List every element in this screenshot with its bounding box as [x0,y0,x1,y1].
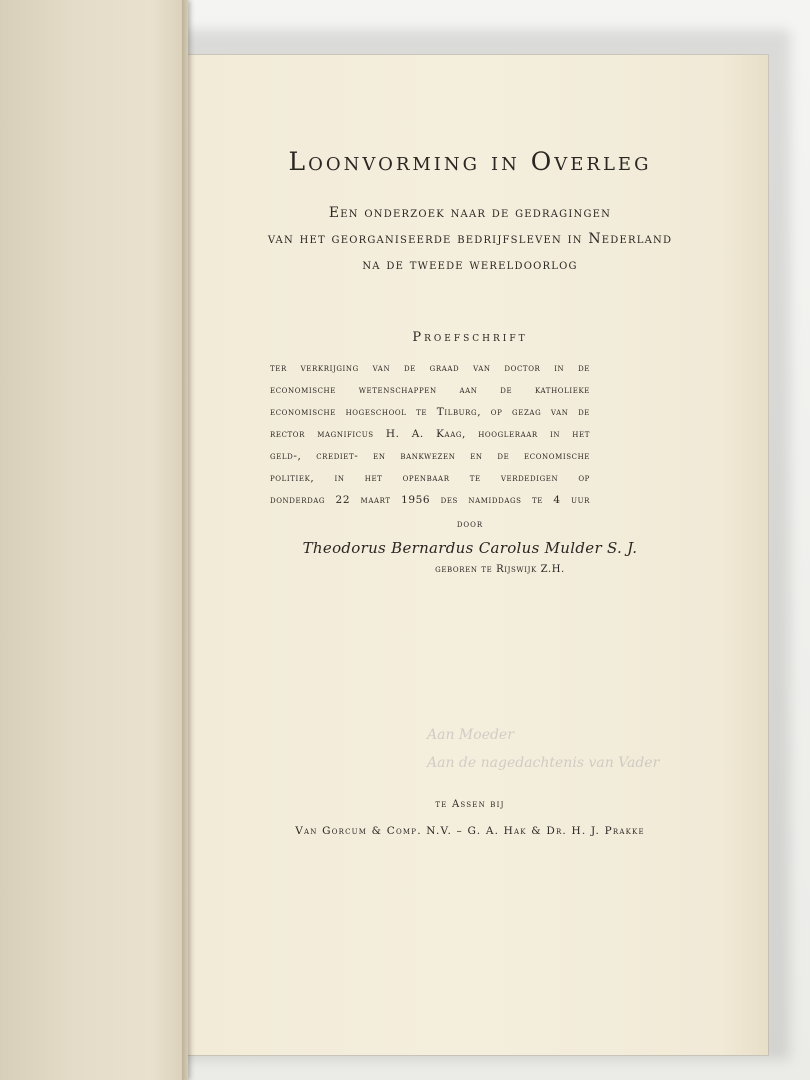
body-line-4: rector magnificus H. A. Kaag, hoogleraar in het [270,428,590,440]
subtitle-line-2: van het georganiseerde bedrijfsleven in Nederland [267,231,673,247]
birthplace: geboren te Rijswijk Z.H. [435,564,565,575]
dedication-line-2: Aan de nagedachtenis van Vader [427,755,660,771]
left-page [0,0,188,1080]
body-line-1: ter verkrijging van de graad van doctor in de [270,362,590,374]
left-page-edge [182,0,188,1080]
body-line-5: geld-, crediet- en bankwezen en de economische [270,450,590,462]
door-label: door [456,519,484,530]
title-page [172,55,768,1055]
publisher: Van Gorcum & Comp. N.V. – G. A. Hak & Dr. H. J. Prakke [295,825,645,837]
body-line-3: economische hogeschool te Tilburg, op gezag van de [270,406,590,418]
body-line-2: economische wetenschappen aan de katholieke [270,384,590,396]
publication-place: te Assen bij [435,799,505,810]
subtitle-line-1: Een onderzoek naar de gedragingen [328,205,612,221]
proefschrift-heading: Proefschrift [412,330,528,345]
author-name: Theodorus Bernardus Carolus Mulder S. J. [302,539,638,557]
dedication-line-1: Aan Moeder [427,727,514,743]
body-line-6: politiek, in het openbaar te verdedigen op [270,472,590,484]
book-title: Loonvorming in Overleg [288,147,652,176]
subtitle-line-3: na de tweede wereldoorlog [362,257,578,273]
body-line-7: donderdag 22 maart 1956 des namiddags te 4 uur [270,494,590,506]
